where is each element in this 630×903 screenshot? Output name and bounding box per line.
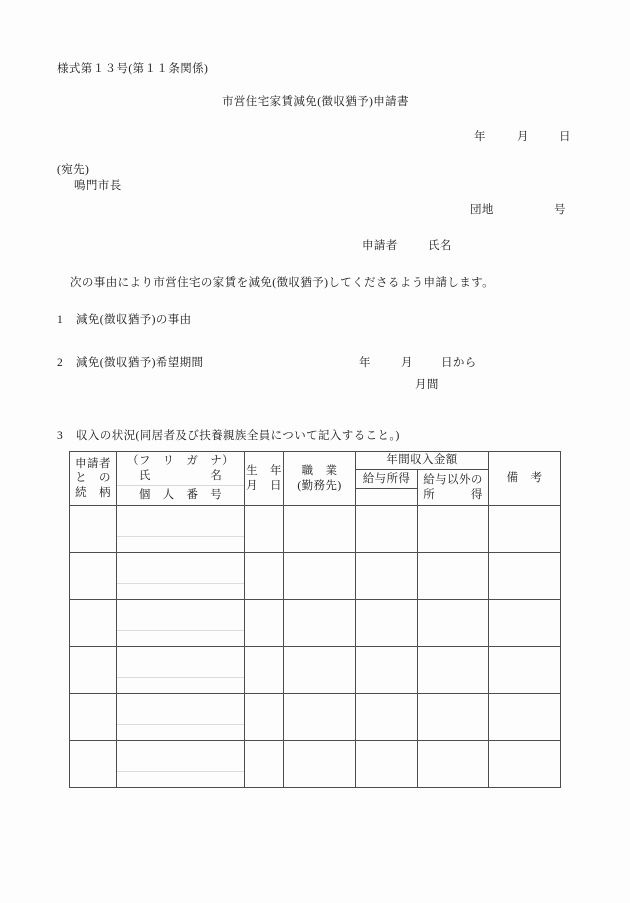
header-occupation-line-2: (勤務先) [297,479,342,492]
table-header-row-top [70,452,561,470]
cell-occupation[interactable] [284,694,356,741]
cell-salary-income[interactable] [356,600,418,647]
cell-name[interactable] [117,694,245,741]
cell-relation[interactable] [70,741,117,788]
cell-occupation[interactable] [284,600,356,647]
applicant-name-label: 氏名 [428,240,452,252]
applicant-label: 申請者 [362,240,398,252]
cell-remarks[interactable] [489,694,561,741]
table-row[interactable] [70,506,561,553]
header-name-label: 氏 名 [138,469,223,482]
item-3-number: 3 [57,430,64,442]
cell-name[interactable] [117,647,245,694]
cell-remarks[interactable] [489,647,561,694]
header-annual-income: 年間収入金額 [356,452,489,470]
cell-birthdate[interactable] [245,694,284,741]
header-relation-line-3: 続 柄 [75,486,111,499]
cell-birthdate[interactable] [245,647,284,694]
cell-name[interactable] [117,553,245,600]
addressee-name: 鳴門市長 [74,180,122,192]
header-birthdate-line-2: 月 日 [246,479,282,492]
cell-relation[interactable] [70,694,117,741]
item-3-label: 収入の状況(同居者及び扶養親族全員について記入すること。) [76,430,400,442]
item-2-year-label: 年 [359,357,371,369]
cell-remarks[interactable] [489,506,561,553]
date-month-label: 月 [517,131,529,143]
cell-salary-income[interactable] [356,506,418,553]
cell-remarks[interactable] [489,600,561,647]
table-row[interactable] [70,553,561,600]
cell-non-salary-income[interactable] [418,600,489,647]
cell-name[interactable] [117,506,245,553]
estate-number-label: 号 [554,204,566,216]
header-birthdate-line-1: 生 年 [246,465,282,478]
cell-relation[interactable] [70,506,117,553]
item-1-label: 減免(徴収猶予)の事由 [76,314,192,326]
item-1-number: 1 [57,314,64,326]
cell-relation[interactable] [70,647,117,694]
header-non-salary-income [418,470,489,506]
cell-birthdate[interactable] [245,741,284,788]
header-salary-income: 給与所得 [356,470,418,489]
document-title: 市営住宅家賃減免(徴収猶予)申請書 [222,96,409,108]
table-row[interactable] [70,694,561,741]
cell-salary-income[interactable] [356,741,418,788]
cell-non-salary-income[interactable] [418,506,489,553]
header-name-furigana: （フ リ ガ ナ） [126,455,235,468]
item-2-month-label: 月 [401,357,413,369]
header-salary-income-spacer [356,489,418,506]
header-relation-line-2: と の [75,472,111,485]
table-row[interactable] [70,600,561,647]
date-day-label: 日 [559,131,571,143]
income-status-table [69,451,561,788]
cell-salary-income[interactable] [356,647,418,694]
cell-relation[interactable] [70,600,117,647]
cell-occupation[interactable] [284,741,356,788]
cell-name[interactable] [117,741,245,788]
header-personal-number: 個 人 番 号 [138,489,223,502]
table-row[interactable] [70,647,561,694]
item-2-number: 2 [57,357,64,369]
table-row[interactable] [70,741,561,788]
header-non-salary-line-2: 所 得 [423,488,483,501]
header-relation [70,452,117,506]
cell-birthdate[interactable] [245,553,284,600]
cell-relation[interactable] [70,553,117,600]
header-birthdate [245,452,284,506]
cell-salary-income[interactable] [356,553,418,600]
cell-salary-income[interactable] [356,694,418,741]
cell-name[interactable] [117,600,245,647]
header-name-group [117,452,245,506]
date-year-label: 年 [474,131,486,143]
header-occupation-line-1: 職 業 [301,465,338,478]
item-2-label: 減免(徴収猶予)希望期間 [76,357,204,369]
cell-non-salary-income[interactable] [418,553,489,600]
header-remarks: 備 考 [489,452,561,506]
form-number: 様式第１３号(第１１条関係) [57,63,209,75]
cell-non-salary-income[interactable] [418,694,489,741]
header-relation-line-1: 申請者 [75,457,111,470]
item-2-from-label: 日から [441,357,477,369]
estate-label: 団地 [470,204,494,216]
intro-sentence: 次の事由により市営住宅の家賃を減免(徴収猶予)してくださるよう申請します。 [70,277,495,289]
cell-remarks[interactable] [489,741,561,788]
addressee-label: (宛先) [57,164,90,176]
cell-non-salary-income[interactable] [418,741,489,788]
cell-birthdate[interactable] [245,506,284,553]
cell-non-salary-income[interactable] [418,647,489,694]
cell-birthdate[interactable] [245,600,284,647]
cell-occupation[interactable] [284,647,356,694]
header-non-salary-line-1: 給与以外の [423,474,483,487]
cell-remarks[interactable] [489,553,561,600]
cell-occupation[interactable] [284,506,356,553]
item-2-duration-label: 月間 [415,379,439,391]
header-occupation [284,452,356,506]
cell-occupation[interactable] [284,553,356,600]
